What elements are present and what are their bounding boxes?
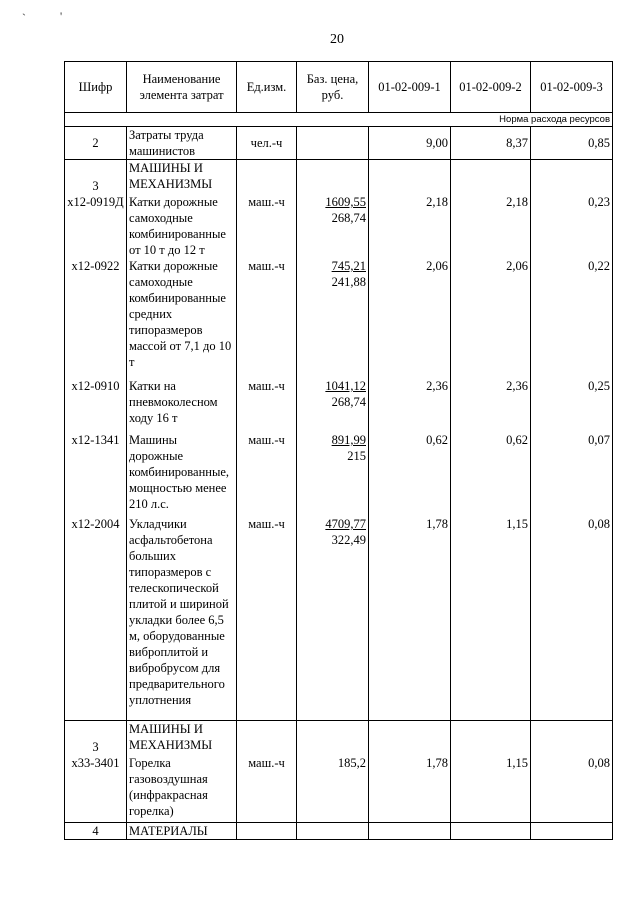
item-base-price: 185,2: [297, 755, 369, 823]
header-price: Баз. цена, руб.: [297, 62, 369, 113]
header-code: Шифр: [65, 62, 127, 113]
item-price: [297, 378, 369, 432]
table-row: [65, 194, 613, 258]
labor-row: [65, 127, 613, 160]
item-salary: 268,74: [331, 395, 366, 409]
table-row: [65, 516, 613, 720]
item-v2: 2,06: [451, 258, 531, 378]
item-code: х12-1341: [65, 432, 127, 516]
item-name: Горелка газовоздушная (инфракрасная горелка): [127, 755, 237, 823]
item-price: [297, 194, 369, 258]
item-name: Машины дорожные комбинированные, мощностью менее 210 л.с.: [127, 432, 237, 516]
table-row: [65, 258, 613, 378]
item-unit: маш.-ч: [237, 378, 297, 432]
item-name: Укладчики асфальтобетона больших типоразмеров с телескопической плитой и шириной укладки более 6,5 м, оборудованные виброплитой и вибробрусом для предварительного уплотнения: [127, 516, 237, 720]
item-base-price: 1041,12: [325, 379, 366, 393]
item-salary: 241,88: [331, 275, 366, 289]
section-title: МАШИНЫ И МЕХАНИЗМЫ: [127, 160, 237, 195]
item-base-price: 745,21: [331, 259, 366, 273]
item-v1: 0,62: [369, 432, 451, 516]
labor-code: 2: [65, 127, 127, 160]
item-v3: 0,07: [531, 432, 613, 516]
table-row: [65, 755, 613, 823]
item-v1: 2,18: [369, 194, 451, 258]
section-title: МАШИНЫ И МЕХАНИЗМЫ: [127, 720, 237, 755]
item-salary: 268,74: [331, 211, 366, 225]
item-unit: маш.-ч: [237, 258, 297, 378]
item-unit: маш.-ч: [237, 516, 297, 720]
item-unit: маш.-ч: [237, 194, 297, 258]
table-row: [65, 432, 613, 516]
subheader-row: [65, 113, 613, 127]
section-code: 3: [65, 720, 127, 755]
labor-v1: 9,00: [369, 127, 451, 160]
header-unit: Ед.изм.: [237, 62, 297, 113]
item-v2: 0,62: [451, 432, 531, 516]
section-header-row: [65, 720, 613, 755]
header-name: Наименование элемента затрат: [127, 62, 237, 113]
labor-unit: чел.-ч: [237, 127, 297, 160]
section-header-row: [65, 160, 613, 195]
item-code: х12-0919Д: [65, 194, 127, 258]
header-col1: 01-02-009-1: [369, 62, 451, 113]
item-salary: 322,49: [331, 533, 366, 547]
item-base-price: 1609,55: [325, 195, 366, 209]
header-col2: 01-02-009-2: [451, 62, 531, 113]
item-code: х12-0910: [65, 378, 127, 432]
scan-mark: ': [60, 9, 63, 23]
item-v2: 2,36: [451, 378, 531, 432]
item-v2: 2,18: [451, 194, 531, 258]
table-row: [65, 378, 613, 432]
item-v3: 0,08: [531, 516, 613, 720]
item-price: [297, 432, 369, 516]
item-unit: маш.-ч: [237, 755, 297, 823]
item-v1: 2,36: [369, 378, 451, 432]
materials-code: 4: [65, 823, 127, 840]
labor-price: [297, 127, 369, 160]
item-base-price: 891,99: [331, 433, 366, 447]
labor-name: Затраты труда машинистов: [127, 127, 237, 160]
labor-v2: 8,37: [451, 127, 531, 160]
item-unit: маш.-ч: [237, 432, 297, 516]
item-price: [297, 516, 369, 720]
item-code: х33-3401: [65, 755, 127, 823]
materials-row: [65, 823, 613, 840]
item-v1: 2,06: [369, 258, 451, 378]
item-v3: 0,23: [531, 194, 613, 258]
item-name: Катки на пневмоколесном ходу 16 т: [127, 378, 237, 432]
item-name: Катки дорожные самоходные комбинированные средних типоразмеров массой от 7,1 до 10 т: [127, 258, 237, 378]
labor-v3: 0,85: [531, 127, 613, 160]
item-v3: 0,25: [531, 378, 613, 432]
page-number: 20: [330, 32, 344, 47]
materials-title: МАТЕРИАЛЫ: [127, 823, 237, 840]
table-header-row: [65, 62, 613, 113]
item-v2: 1,15: [451, 755, 531, 823]
scan-mark: `: [22, 11, 26, 25]
item-salary: 215: [347, 449, 366, 463]
item-v3: 0,08: [531, 755, 613, 823]
subheader-label: Норма расхода ресурсов: [65, 113, 613, 127]
item-code: х12-0922: [65, 258, 127, 378]
item-v1: 1,78: [369, 755, 451, 823]
item-name: Катки дорожные самоходные комбинированные от 10 т до 12 т: [127, 194, 237, 258]
item-v1: 1,78: [369, 516, 451, 720]
item-v2: 1,15: [451, 516, 531, 720]
item-base-price: 4709,77: [325, 517, 366, 531]
header-col3: 01-02-009-3: [531, 62, 613, 113]
section-code: 3: [65, 160, 127, 195]
resource-norm-table: [64, 61, 613, 840]
item-v3: 0,22: [531, 258, 613, 378]
item-price: [297, 258, 369, 378]
item-code: х12-2004: [65, 516, 127, 720]
